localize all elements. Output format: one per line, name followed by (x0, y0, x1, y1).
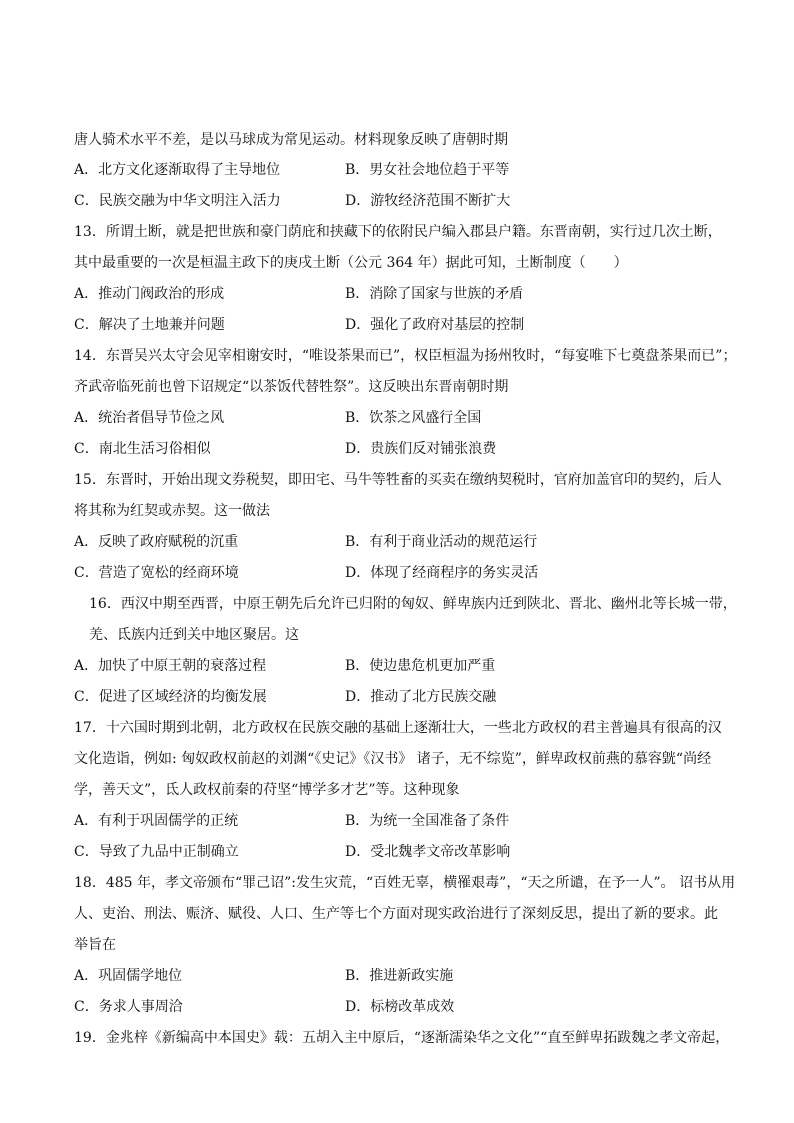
question-18-stem-line-2: 人、吏治、刑法、赈济、赋役、人口、生产等七个方面对现实政治进行了深刻反思，提出了新的要求。此 (74, 906, 718, 922)
question-18-stem-line-3: 举旨在 (74, 937, 116, 953)
question-14-option-b: B．饮茶之风盛行全国 (345, 410, 482, 426)
intro-stem-line: 唐人骑术水平不差，是以马球成为常见运动。材料现象反映了唐朝时期 (74, 132, 508, 148)
question-13-stem-line-2: 其中最重要的一次是桓温主政下的庚戌土断（公元 364 年）据此可知，土断制度（ ） (74, 255, 628, 271)
question-18-option-a: A．巩固儒学地位 (74, 968, 183, 984)
question-17-option-c: C．导致了九品中正制确立 (74, 844, 239, 860)
question-13-option-a: A．推动门阀政治的形成 (74, 286, 225, 302)
question-15-option-a: A．反映了政府赋税的沉重 (74, 534, 239, 550)
question-18-option-b: B．推进新政实施 (345, 968, 454, 984)
question-16-option-b: B．使边患危机更加严重 (345, 658, 496, 674)
question-17-stem-line-1: 17．十六国时期到北朝，北方政权在民族交融的基础上逐渐壮大，一些北方政权的君主普遍具有很高的汉 (74, 720, 722, 736)
question-19-stem-line-1: 19．金兆梓《新编高中本国史》载：五胡入主中原后，“逐渐濡染华之文化”“直至鲜卑拓跋魏之孝文帝起， (74, 1030, 730, 1046)
question-17-option-d: D．受北魏孝文帝改革影响 (345, 844, 511, 860)
question-18-stem-line-1: 18．485 年，孝文帝颁布“罪己诏”:发生灾荒，“百姓无辜，横罹艰毒”，“天之所谴，在予一人”。 诏书从用 (74, 875, 736, 891)
question-16-option-d: D．推动了北方民族交融 (345, 689, 497, 705)
question-17-stem-line-3: 学，善天文”，氐人政权前秦的苻坚“博学多才艺”等。这种现象 (74, 782, 460, 798)
question-17-option-a: A．有利于巩固儒学的正统 (74, 813, 239, 829)
option-b: B．男女社会地位趋于平等 (345, 162, 510, 178)
question-13-option-d: D．强化了政府对基层的控制 (345, 317, 525, 333)
question-17-stem-line-2: 文化造诣，例如: 匈奴政权前赵的刘渊“《史记》《汉书》 诸子，无不综览”，鲜卑政权前燕的慕容皝“尚经 (74, 751, 712, 767)
question-15-option-b: B．有利于商业活动的规范运行 (345, 534, 538, 550)
question-17-option-b: B．为统一全国准备了条件 (345, 813, 510, 829)
question-13-stem-line-1: 13．所谓土断，就是把世族和豪门荫庇和挟藏下的依附民户编入郡县户籍。东晋南朝，实行过几次土断， (74, 224, 722, 240)
question-14-stem-line-1: 14．东晋吴兴太守会见宰相谢安时，“唯设茶果而已”，权臣桓温为扬州牧时，“每宴唯下七奠盘茶果而已”； (74, 348, 737, 364)
option-c: C．民族交融为中华文明注入活力 (74, 193, 281, 209)
question-15-option-d: D．体现了经商程序的务实灵活 (345, 565, 539, 581)
question-18-option-d: D．标榜改革成效 (345, 999, 455, 1015)
option-d: D．游牧经济范围不断扩大 (345, 193, 511, 209)
question-13-option-b: B．消除了国家与世族的矛盾 (345, 286, 524, 302)
question-16-option-c: C．促进了区域经济的均衡发展 (74, 689, 267, 705)
question-13-option-c: C．解决了土地兼并问题 (74, 317, 225, 333)
question-16-option-a: A．加快了中原王朝的衰落过程 (74, 658, 267, 674)
option-a: A．北方文化逐渐取得了主导地位 (74, 162, 281, 178)
question-18-option-c: C．务求人事周洽 (74, 999, 183, 1015)
question-15-stem-line-1: 15．东晋时，开始出现文券税契，即田宅、马牛等牲畜的买卖在缴纳契税时，官府加盖官印的契约，后人 (74, 472, 722, 488)
question-16-stem-line-1: 16．西汉中期至西晋，中原王朝先后允许已归附的匈奴、鲜卑族内迁到陕北、晋北、幽州北等长城一带， (89, 596, 737, 612)
question-15-option-c: C．营造了宽松的经商环境 (74, 565, 239, 581)
question-14-stem-line-2: 齐武帝临死前也曾下诏规定“以茶饭代替牲祭”。这反映出东晋南朝时期 (74, 379, 509, 395)
question-14-option-c: C．南北生活习俗相似 (74, 441, 211, 457)
question-14-option-a: A．统治者倡导节俭之风 (74, 410, 225, 426)
question-15-stem-line-2: 将其称为红契或赤契。这一做法 (74, 503, 270, 519)
question-14-option-d: D．贵族们反对铺张浪费 (345, 441, 497, 457)
question-16-stem-line-2: 羌、氐族内迁到关中地区聚居。这 (89, 627, 299, 643)
